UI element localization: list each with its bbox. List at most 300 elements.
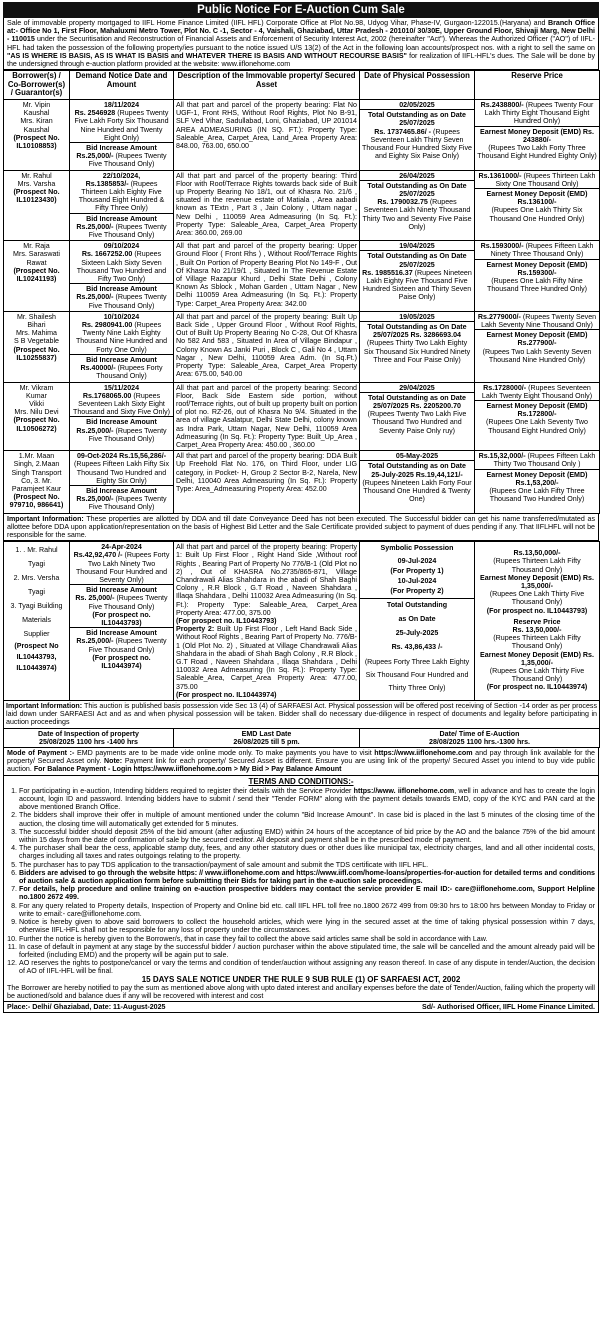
demand-words: (Rupees Forty Two Lakh Ninety Two Thousand Four Hundred and Seventy Only) <box>75 551 170 584</box>
reserve-amount: Rs.1593000/- <box>480 242 524 251</box>
borrower-cell <box>4 241 70 312</box>
possession-type: Symbolic Possession <box>380 544 454 553</box>
emd-words: (Rupees One Lakh Fifty Three Thousand Two Hundred Only) <box>489 486 585 504</box>
bid-words: (Rupees Twenty Five Thousand Only) <box>88 594 168 611</box>
text-segment: For participating in e-auction, Intending bidders required to register their details with the Service Provider <box>19 786 354 795</box>
demand-cell <box>70 311 174 382</box>
demand-amount: Rs. 2980941.00 <box>81 321 133 330</box>
outstanding-words: (Rupees Seventeen Lakh Ninety Thousand Thirty Two and Seventy Five Paise Only) <box>362 198 472 231</box>
table-row <box>4 170 600 241</box>
table-row <box>4 100 600 171</box>
reserve-line <box>477 101 597 126</box>
footer-place-date: Place:- Delhi/ Ghaziabad, Date: 11-August-2025 <box>7 1003 166 1012</box>
borrower-cell <box>4 542 70 701</box>
term-item <box>19 811 595 827</box>
bid-line <box>72 152 171 168</box>
bid-label: Bid Increase Amount <box>86 285 157 294</box>
borrower-name: Vikki <box>29 399 44 408</box>
possession-date: 26/04/2025 <box>399 171 435 180</box>
table-row <box>4 241 600 312</box>
outstanding-words: (Rupees Twenty Two Lakh Five Thousand Two Hundred and Seventy Paise Only ruy) <box>367 410 467 435</box>
reserve-line <box>477 384 597 400</box>
bid-increase <box>70 416 173 443</box>
text-segment: EMD payments are to be made vide online mode only. To make payments you have to visit <box>74 749 375 758</box>
text-segment: For Balance Payment - Login https://www.iiflonehome.com > My Bid > Pay Balance Amount <box>33 765 342 774</box>
outstanding-line <box>362 128 472 161</box>
text-segment: , well in advance and has to create the login account, login ID and password. Intending bidders have to submit / send their "Tender FORM" along with the payment details towards EMD, copy of the KYC and PAN card at the above mentioned Branch Office. <box>19 786 595 812</box>
demand-cell <box>70 451 174 513</box>
borrower-name: Materials <box>22 616 51 625</box>
outstanding-line <box>362 269 472 302</box>
demand-date: 18/11/2024 <box>103 101 140 109</box>
emd <box>475 126 599 161</box>
possession-date: 19/04/2025 <box>399 242 435 251</box>
text-segment: https://www. iiflonehome.com <box>353 786 455 795</box>
text-segment: Branch Office at:- Office No 1, First Floor, Mahaluxmi Metro Tower, Plot No. C -1, Sector - 4, Vaishali, Ghaziabad, Uttar Pradesh - 201010/ 30/30E, Upper Ground Floor, Shivaji Marg, New Delhi - 110015 <box>7 19 596 44</box>
reserve-cell <box>475 100 600 171</box>
borrower-name: 1. . Mr. Rahul <box>15 546 58 555</box>
outstanding <box>360 109 474 160</box>
inspection-value: 25/08/2025 1100 hrs -1400 hrs <box>39 737 138 746</box>
borrower-name: Mr. Raja <box>23 242 50 251</box>
possession-cell <box>360 100 475 171</box>
inspection-cell <box>4 728 174 747</box>
important-text: These properties are allotted by DDA and till date Conveyance Deed has not been executed. The Successful bidder can get his name transferred/mutated as allottee before DDA upon application/representation on the basis of Highest Bid Letter and the Sale Certificate provided subject to payment of dues pending if any. That IIFLHFL will not be responsible for the same. <box>7 514 595 539</box>
table-row <box>4 311 600 382</box>
reserve-words: (Rupees Fifteen Lakh Thirty Two Thousand Only ) <box>493 452 596 469</box>
demand-words: (Rupees Twenty Nine Lakh Eighty Thousand Nine Hundred and Forty One Only) <box>75 321 168 354</box>
emd-label: Earnest Money Deposit (EMD) Rs.159300/- <box>486 260 588 277</box>
bid-line <box>72 223 171 239</box>
possession-date: 10-Jul-2024 <box>397 577 437 586</box>
borrower-name: Tyagi <box>28 560 45 569</box>
terms-title: TERMS AND CONDITIONS:- <box>248 776 354 786</box>
borrower-name: 2. Mrs. Versha <box>13 574 60 583</box>
outstanding-date: 25-July-2025 <box>395 629 439 638</box>
borrower-name: Kaushal <box>23 109 50 118</box>
emd-label: Earnest Money Deposit (EMD) Rs. 243880/- <box>480 127 594 144</box>
bid-amount: Rs.25,000/- <box>76 637 114 646</box>
property-description: All that part and parcel of the property bearing: Upper Ground Floor ( Front Rhs ) , Without Roof/Terrace Rights , Built On Portion of Property Bearing Plot No 149-F , Out Of Khasra No 21/19/1 , Situated In The Revenue Estate of Village Razapur Khurd , Delhi State Delhi , Colony Known As Sblock , Mohan Garden , Uttam Nagar , New Delhi 110059 Area Admeasuring (In Sq. Ft.): Property Type: Carpet_Area Property Area: 342.00 <box>174 241 360 312</box>
property-description: All that part and parcel of the property bearing: Second Floor, Back Side Eastern side portion, without roof/Terrace rights, out of built up property built on portion of plot no. RZ-26, out of Khasra No 9/4. Situated in the area of village Asalatpur, Delhi State Delhi, colony known as Indra Park, Uttam Nagar, New Delhi, 110059 Area Admeasuring (In Sq. Ft.): Property Type: Built_Up_Area , Carpet_Area Property Area: 450.00 , 360.00 <box>174 382 360 451</box>
borrower-cell <box>4 311 70 382</box>
demand-cell <box>70 100 174 171</box>
property-2-label: Property 2: <box>176 625 215 634</box>
possession-cell <box>360 170 475 241</box>
text-segment: Payment link for each property/ Secured Asset is different. Ensure you are using link of the property/ Secured Asset you intend to buy vide public auction. <box>7 757 595 774</box>
table-body <box>4 100 600 514</box>
term-item <box>19 844 595 860</box>
demand-amount: 09-Oct-2024 Rs.15,56,286/- <box>76 452 167 461</box>
term-item <box>19 787 595 812</box>
property-description <box>174 542 360 701</box>
bid-label: Bid Increase Amount <box>86 214 157 223</box>
emd <box>475 400 599 435</box>
bid-words: (Rupees Forty Thousand Only) <box>96 364 163 381</box>
emd-label: Earnest Money Deposit (EMD) Rs.172800/- <box>486 401 588 419</box>
rule-text: The Borrower are hereby notified to pay the sum as mentioned above along with upto dated interest and ancillary expenses before the date of Tender/Auction, failing which the property will be auctioned/sold and balance dues if any will be recovered with interest and cost <box>7 983 595 1000</box>
bid-increase <box>70 485 173 512</box>
outstanding-line <box>362 410 472 435</box>
borrower-name: S B Vegetable <box>14 337 59 346</box>
borrower-name: Mrs. Saraswati <box>13 250 60 259</box>
rule-title: 15 DAYS SALE NOTICE UNDER THE RULE 9 SUB RULE (1) OF SARFAESI ACT, 2002 <box>141 974 461 984</box>
terms-section <box>3 776 599 1002</box>
property-table-2 <box>3 541 600 748</box>
emd <box>475 259 599 294</box>
term-item <box>19 943 595 959</box>
outstanding-amount: Rs. 1790032.75 <box>377 198 428 207</box>
demand-date: 24-Apr-2024 <box>101 543 142 552</box>
borrower-name: Kumar <box>26 391 47 400</box>
outstanding <box>360 392 474 435</box>
borrower-name: Bihari <box>27 321 46 330</box>
borrower-name: Mr. Shailesh <box>16 312 57 321</box>
important-text: This auction is published basis possession vide Sec 13 (4) of SARFAESI Act. Physical possession will be offered post receiving of Section -14 order as per process laid down under SARFAESI Act and as and when physical possession will be taken. Bidder shall do necessary due-diligence in respect of documents and legality before participating in auction proceedings <box>6 702 597 727</box>
text-segment: Sale of immovable property mortgaged to IIFL Home Finance Limited (IIFL HFL) Corporate Office at Plot No.98, Udyog Vihar, Phase-IV, Gurgaon-122015.(Haryana) and <box>7 19 548 27</box>
demand-amount: Rs. 1667252.00 <box>81 250 133 259</box>
bid-words: (Rupees Twenty Five Thousand Only) <box>88 293 167 310</box>
reserve-amount: Rs.1728000/- <box>483 383 527 392</box>
term-item <box>19 959 595 975</box>
bid-amount: Rs.25,000/- <box>76 293 114 302</box>
property-2-prospect: (For prospect no. IL10443974) <box>176 690 277 699</box>
text-segment: The successful bidder should deposit 25% of the bid amount (after adjusting EMD) within 24 hours of the acceptance of bid price by the AO and the balance 75% of the bid amount within 15 days from the date of confirmation of sale by the secured creditor. All deposit and payment shall be in the prescribed mode of payment. <box>19 827 595 845</box>
bid-amount: Rs.25,000/- <box>76 152 114 161</box>
prospect-number: (Prospect No IL10443793, IL10443974) <box>14 642 59 673</box>
emd-label: Earnest Money Deposit (EMD) Rs.1,53,200/- <box>486 470 588 487</box>
reserve-amount: Rs.15,32,000/- <box>478 452 526 461</box>
emd <box>475 329 599 364</box>
emd-words: (Rupees One Lakh Thirty Five Thousand Only) <box>489 667 585 684</box>
bid-amount: Rs. 25,000/- <box>75 594 115 603</box>
header-property: Description of the Immovable property/ Secured Asset <box>174 71 360 100</box>
emd <box>475 469 599 504</box>
emd-prospect: (For prospect no. IL10443793) <box>486 606 588 615</box>
footer <box>3 1002 599 1013</box>
outstanding-label: Total Outstanding as On Date 25/07/2025 Rs. 3286693.04 <box>367 323 467 340</box>
prospect-number: (Prospect No. IL10241193) <box>13 266 60 284</box>
demand-date: 15/11/2024 <box>103 383 140 392</box>
table-row <box>4 701 600 729</box>
demand-amount: Rs.1385853/- <box>85 179 129 188</box>
demand-words: (Rupees Seventeen Lakh Sixty Eight Thousand and Sixty Five Only) <box>73 391 170 417</box>
borrower-name: Mrs. Varsha <box>17 179 56 188</box>
demand-amount-line <box>72 321 171 354</box>
demand-words: (Rupees Thirteen Lakh Eighty Five Thousand Eight Hundred & Fifty Three Only) <box>78 179 165 213</box>
bid-label: Bid Increase Amount <box>86 586 157 595</box>
borrower-name: Mr. Vikram <box>19 383 54 392</box>
bid-label: Bid Increase Amount <box>86 629 157 638</box>
auction-date-value: 28/08/2025 1100 hrs.-1300 hrs. <box>429 737 530 746</box>
possession-date: 05-May-2025 <box>395 452 439 461</box>
bid-prospect: (For prospect no. IL10443793) <box>92 610 151 627</box>
dates-row <box>4 728 600 747</box>
bid-label: Bid Increase Amount <box>86 486 157 495</box>
text-segment: https://www.iiflonehome.com <box>374 749 473 758</box>
demand-cell <box>70 241 174 312</box>
notice-title: Public Notice For E-Auction Cum Sale <box>3 2 599 18</box>
outstanding <box>360 321 474 364</box>
emd-words: (Rupees One Lakh Thirty Five Thousand Only) <box>489 590 585 607</box>
outstanding-label: Total Outstanding as On Date 25/07/2025 <box>367 252 467 269</box>
reserve-line <box>477 452 597 468</box>
emd-label: Earnest Money Deposit (EMD) Rs.277900/- <box>486 331 588 348</box>
possession-cell <box>360 382 475 451</box>
demand-amount: Rs. 2546928 <box>74 109 116 118</box>
borrower-name: 3. Tyagi Building <box>10 602 63 611</box>
outstanding-words: (Rupees Seventeen Lakh Thirty Seven Thousand Four Hundred Sixty Five and Eighty Six Paise Only) <box>362 127 473 161</box>
prospect-number: (Prospect No. 979710, 986641) <box>9 493 64 510</box>
reserve-cell <box>475 170 600 241</box>
borrower-name: Rawat <box>26 258 47 267</box>
text-segment: For any query related to Property details, Inspection of Property and Online bid etc. call IIFL HFL toll free no.1800 2672 499 from 09:30 hrs to 18:00 hrs between Monday to Friday or write to email:- care@iiflonehome.com. <box>19 901 595 918</box>
property-1-prospect: (For prospect no. IL10443793) <box>176 616 277 625</box>
outstanding-words: (Rupees Forty Three Lakh Eighty Six Thousand Four Hundred and Thirty Three Only) <box>364 658 470 693</box>
text-segment: "AS IS WHERE IS BASIS, AS IS WHAT IS BASIS and WHATEVER THERE IS BASIS AND WITHOUT RECOURSE BASIS" <box>7 51 407 60</box>
emd-label: Earnest Money Deposit (EMD) Rs. 1,35,000/- <box>480 573 594 590</box>
reserve-cell <box>475 542 600 701</box>
reserve-words: (Rupees Twenty Four Lakh Thirty Eight Thousand Eight Hundred Only) <box>484 101 594 126</box>
borrower-cell <box>4 170 70 241</box>
important-label: Important Information: <box>6 702 83 711</box>
reserve-amount: Rs.2779000/- <box>477 312 521 321</box>
text-segment: In case of default in payment at any stage by the successful bidder / auction purchaser within the above stipulated time, the sale will be cancelled and the amount already paid will be forfeited (including EMD) and the property will be again put to sale. <box>19 942 595 959</box>
possession-cell <box>360 451 475 513</box>
emd-words: (Rupees One Lakh Thirty Six Thousand One Hundred Only) <box>489 206 585 223</box>
reserve-cell <box>475 241 600 312</box>
outstanding-line <box>362 479 472 504</box>
outstanding-label: Total Outstanding as on Date 25/07/2025 Rs. 2205200.70 <box>367 393 466 410</box>
borrower-name: Mrs. Kiran <box>20 117 53 126</box>
emd <box>475 188 599 223</box>
demand-date: 10/10/2024 <box>103 312 140 321</box>
possession-cell <box>360 311 475 382</box>
emd-label: Earnest Money Deposit (EMD) Rs.136100/- <box>486 190 588 207</box>
inspection-label: Date of Inspection of property <box>38 729 139 738</box>
property-description: All that part and parcel of the property bearing: Flat No UGF-1, Front RHS, Without Roof Rights, Plot No B-91, SLF Ved Vihar, Sadullabad, Loni, Ghaziabad, UP 201014 AREA ADMEASURING (IN SQ. FT.): Property Type: Saleable_Area, Carpet_Area, Land_Area Property Area: 848.00, 763.00, 650.00 <box>174 100 360 171</box>
outstanding-words: (Rupees Thirty Two Lakh Eighty Six Thousand Six Hundred Ninety Three and Four Paise Only) <box>363 339 471 364</box>
borrower-name: Supplier <box>23 630 50 639</box>
text-segment: AO reserves the rights to postpone/cancel or vary the terms and condition of tender/auction without assigning any reason thereof. In case of any dispute in tender/Auction, the decision of AO of IIFL-HFL will be final. <box>19 959 595 976</box>
outstanding <box>360 250 474 301</box>
borrower-name: Singh, 2.Maan <box>13 460 60 469</box>
text-segment: for realization of IIFL-HFL's dues. The Sale will be done by the undersigned through e-auction platform provided at the website: www.iiflonehome.com <box>7 51 595 69</box>
term-item <box>19 869 595 885</box>
reserve-words: (Rupees Seventeen Lakh Twenty Eight Thousand Only) <box>481 383 593 400</box>
bid-prospect: (For prospect no. IL10443974) <box>92 653 151 670</box>
emd-words: (Rupees Two Lakh Forty Three Thousand Eight Hundred Eighty Only) <box>477 144 597 161</box>
emd-date-value: 26/08/2025 till 5 pm. <box>233 737 300 746</box>
demand-date: 22/10/2024, <box>102 171 141 180</box>
emd-prospect: (For prospect no. IL10443974) <box>486 683 588 692</box>
auction-date-label: Date/ Time of E-Auction <box>439 729 520 738</box>
property-description: All that part and parcel of the property bearing: Built Up Back Side , Upper Ground Floor , Without Roof Rights, Out of Built Up Property Bearing No C-28, Out Of Khasra No 582 And 583 , Situated In Area of Village Bindapur , Colony Known As Janki Puri , Block C , Gali No 4 , Uttam Nagar , New Delhi, 110059 Area Adm. (In Sq.Ft.) Property Type: Saleable_Area, Carpet_Area Property Area: 675.00, 540.00 <box>174 311 360 382</box>
emd-words: (Rupees One Lakh Seventy Two Thousand Eight Hundred Only) <box>486 418 588 435</box>
header-demand: Demand Notice Date and Amount <box>70 71 174 100</box>
possession-note: (For Property 1) <box>390 567 444 576</box>
reserve-line <box>477 313 597 329</box>
reserve-cell <box>475 311 600 382</box>
demand-amount: Rs.42,92,470 /- <box>73 551 123 560</box>
term-item <box>19 828 595 844</box>
prospect-number: (Prospect No. IL10506272) <box>13 416 60 433</box>
bid-increase <box>70 283 173 310</box>
bid-line <box>72 364 171 380</box>
reserve-amount: Rs.13,50,000/- <box>513 549 561 558</box>
terms-list <box>7 787 595 976</box>
table-row <box>4 542 600 701</box>
outstanding-line <box>362 198 472 231</box>
borrower-name: Tyagi <box>28 588 45 597</box>
term-item <box>19 918 595 934</box>
possession-date: 09-Jul-2024 <box>397 557 437 566</box>
borrower-name: Co, 3. Mr. <box>21 476 52 485</box>
auction-date-cell <box>360 728 600 747</box>
reserve-cell <box>475 451 600 513</box>
bid-label: Bid Increase Amount <box>86 144 157 153</box>
borrower-name: Mr. Vipin <box>22 101 51 109</box>
text-segment: Note: <box>103 757 123 766</box>
property-2-text: Built Up First Floor , Left Hand Back Side , Without Roof Rights , Bearing Part of Property No. 776/B-1 (Old Plot No. 2) , Situated at Village Chandrawali Alias Shahdara in the abadi of Shah Bagh Colony , R.R Block , G.T Road , Naveen Shahdara , Illaqa Shahdara , Delhi 110032 Area Admeasuring (In Sq. Ft.): Property Type: Saleable_Area, Carpet_Area Property Area: 477.00, 375.00 <box>176 625 358 691</box>
important-info-1 <box>3 514 599 542</box>
table-row <box>4 382 600 451</box>
bid-words: (Rupees Twenty Five Thousand Only) <box>88 495 167 512</box>
text-segment: Mode of Payment :- <box>7 749 75 758</box>
important-label: Important Information: <box>7 514 84 523</box>
borrower-name: Paramjeet Kaur <box>11 484 62 493</box>
outstanding <box>360 460 474 503</box>
reserve-words: (Rupees Thirteen Lakh Fifty Thousand Only) <box>493 557 581 574</box>
bid-line <box>72 293 171 309</box>
prospect-number: (Prospect No. IL10108853) <box>13 133 60 151</box>
text-segment: Bidders are advised to go through the website https: // www.iiflonehome.com and https://www.iifl.com/home-loans/properties-for-auction for detailed terms and conditions of auction sale & auction application form before submitting their Bids for taking part in the e-auction sale proceedings. <box>19 868 595 886</box>
term-item <box>19 935 595 943</box>
reserve-line <box>477 172 597 188</box>
auction-notice <box>3 2 599 1013</box>
term-item <box>19 885 595 901</box>
text-segment: For details, help procedure and online training on e-auction prospective bidders may contact the service provider E mail ID:- care@iiflonehome.com, Support Helpline no.1800 2672 499. <box>19 885 595 902</box>
text-segment: The bidders shall improve their offer in multiple of amount mentioned under the column "Bid Increase Amount". In case bid is placed in the last 5 minutes of the closing time of the auction, the closing time will automatically get extended for 5 minutes. <box>19 811 595 828</box>
possession-cell <box>360 241 475 312</box>
demand-date: 09/10/2024 <box>103 242 140 251</box>
bid-line <box>72 427 171 443</box>
outstanding-label: Total Outstanding as On Date 25/07/2025 <box>367 181 467 199</box>
reserve-label: Reserve Price <box>513 617 561 626</box>
bid-amount: Rs.25,000/- <box>76 426 114 435</box>
emd-label: Earnest Money Deposit (EMD) Rs. 1,35,000/- <box>480 650 594 667</box>
demand-amount-line <box>72 180 171 213</box>
demand-cell <box>70 382 174 451</box>
reserve-cell <box>475 382 600 451</box>
outstanding-line <box>362 339 472 364</box>
emd-words: (Rupees One Lakh Fifty Nine Thousand Three Hundred Only) <box>486 277 588 294</box>
text-segment: under the Securitisation and Reconstruction of Financial Assets and Enforcement of Security Interest Act, 2002 (hereinafter "Act"). Whereas the Authorized Officer ("AO") of IIFL-HFL had taken the possession of the following property/ies pursuant to the notice issued U/S 13(2) of the Act in the following loan accounts/prospect nos. with a right to sell the same on <box>7 35 595 52</box>
reserve-words: (Rupees Thirteen Lakh Fifty Thousand Only) <box>493 634 581 651</box>
outstanding-label: Total Outstanding as on Date 25/07/2025 <box>367 111 466 128</box>
outstanding <box>360 180 474 231</box>
borrower-name: Mrs. Nilu Devi <box>14 408 59 417</box>
bid-words: (Rupees Twenty Five Thousand Only) <box>88 637 167 654</box>
outstanding-ason: as On Date <box>398 615 436 624</box>
reserve-amount: Rs. 13,50,000/- <box>512 625 562 634</box>
mode-of-payment <box>3 748 599 776</box>
demand-words: (Rupees Fifteen Lakh Fifty Six Thousand Two Hundred and Eighty Six Only) <box>73 460 170 485</box>
possession-date: 19/05/2025 <box>399 312 435 321</box>
borrower-name: Singh Transport <box>11 468 62 477</box>
borrower-names <box>6 543 67 641</box>
term-item <box>19 861 595 869</box>
bid-label: Bid Increase Amount <box>86 418 157 427</box>
bid-words: (Rupees Twenty Five Thousand Only) <box>88 152 167 169</box>
demand-words: (Rupees Twenty Five Lakh Forty Six Thousand Nine Hundred and Twenty Eight Only) <box>74 109 169 142</box>
possession-note: (For Property 2) <box>390 587 444 596</box>
prospect-number: (Prospect No. IL10123430) <box>13 188 60 205</box>
reserve-amount: Rs.2438800/- <box>480 101 524 109</box>
text-segment: and pay through link available for the property/ Secured Asset only. <box>7 749 595 766</box>
borrower-name: Mrs. Mahima <box>16 329 57 338</box>
emd-date-cell <box>174 728 360 747</box>
demand-words: (Rupees Sixteen Lakh Sixty Seven Thousand Two Hundred and Fifty Two Only) <box>76 250 167 284</box>
outstanding-label: Total Outstanding <box>386 601 448 610</box>
demand-amount-line <box>72 392 171 417</box>
bid-words: (Rupees Twenty Five Thousand Only) <box>88 222 167 240</box>
text-segment: The purchaser shall bear the cess, applicable stamp duty, fees, and any other statutory dues or other dues like municipal tax, electricity charges, land and all other incidental costs, charges including all taxes and rates outgoings relating to the property. <box>19 844 595 861</box>
outstanding-amount: Rs. 1985516.37 <box>362 268 413 277</box>
outstanding-words: (Rupees Nineteen Lakh Eighty Five Thousand Five Hundred Sixteen and Thirty Seven Paise Only) <box>362 268 472 302</box>
reserve-amount: Rs.1361000/- <box>478 171 522 180</box>
property-1-text: All that part and parcel of the property bearing: Property 1: Built Up First Floor , Right Hand Side ,Without roof Rights , Bearing Part of Property No 776/B-1 (Old Plot no 2) , Out of KHASRA No.2735/865-871, Village Chandrawali Alias Shahdara in the abadi of Shah Baghi Colony , R.R Block , G.T Road , Naveen Shahdara , Illaqa Shahdara , Delhi 110032 Area Admeasuring (In Sq. Ft.): Property Type: Saleable_Area, Carpet_Area Property Area: 477.00, 375.00 <box>176 543 357 617</box>
outstanding-words: (Rupees Nineteen Lakh Forty Four Thousand One Hundred & Twenty One) <box>362 478 472 504</box>
demand-amount-line <box>72 452 171 485</box>
prospect-number: (Prospect No. IL10255837) <box>13 345 60 362</box>
bid-amount: Rs.40000/- <box>80 364 116 373</box>
bid-label: Bid Increase Amount <box>86 355 157 364</box>
property-table <box>3 70 600 513</box>
borrower-name: 1.Mr. Maan <box>18 452 55 461</box>
possession-cell <box>360 542 475 701</box>
borrower-name: Mr. Rahul <box>21 171 52 180</box>
header-possession: Date of Physical Possession <box>360 71 475 100</box>
reserve-words: (Rupees Fifteen Lakh Ninety Three Thousand Only) <box>490 242 594 259</box>
outstanding-label: Total Outstanding as on Date 25-July-2025 Rs.19,44,121/- <box>367 462 466 479</box>
borrower-cell <box>4 100 70 171</box>
bid-amount: Rs.25,000/- <box>76 495 114 504</box>
bid-increase <box>70 354 173 381</box>
important-info-2 <box>4 701 600 729</box>
footer-signature: Sd/- Authorised Officer, IIFL Home Finance Limited. <box>421 1003 595 1012</box>
text-segment: Notice is hereby given to above said borrowers to collect the household articles, which were lying in the secured asset at the time of taking physical possession within 7 days, otherwise IIFL-HFL shall not be responsible for any loss of property under the circumstances. <box>19 918 595 935</box>
property-description: All that part and parcel of the property bearing: DDA Built Up Freehold Flat No. 176, on Third Floor, under LIG category, in Pocket- H, Group 2 Sector B-2, Narela, New Delhi, 110040 Area Admeasuring (In Sq. Ft.): Property Type: Area_Admeasuring Property Area: 452.00 <box>174 451 360 513</box>
possession-date: 02/05/2025 <box>399 101 435 109</box>
borrower-name: Kaushal <box>23 125 50 134</box>
property-description: All that part and parcel of the property bearing: Third Floor with Roof/Terrace Rights towards back side of Built up Property Bearing No 18/1, out of Khasra No. 21/6 , situated in the revenue estate of Matiala , Area aabadi known as TExtn , Part 3 , Jain Colony , Uttam nagar , New Delhi , 110059 Area Admeasuring (In Sq. Ft.): Property Type: Saleable_Area, Carpet_Area Property Area: 360.00, 269.00 <box>174 170 360 241</box>
reserve-line <box>477 242 597 258</box>
reserve-words: (Rupees Twenty Seven Lakh Seventy Nine Thousand Only) <box>481 312 597 330</box>
bid-line <box>72 495 171 511</box>
bid-amount: Rs.25,000/- <box>76 222 114 231</box>
demand-cell <box>70 542 174 701</box>
text-segment: Further the notice is hereby given to the Borrower/s, that in case they fail to collect the above said articles same shall be sold in accordance with Law. <box>19 934 488 943</box>
bid-words: (Rupees Twenty Five Thousand Only) <box>88 426 167 443</box>
text-segment: The purchaser has to pay TDS application to the transaction/payment of sale amount and submit the TDS certificate with IIFL HFL. <box>19 860 429 869</box>
outstanding-amount: Rs. 43,86,433 /- <box>391 643 443 652</box>
table-row <box>4 451 600 513</box>
reserve-words: (Rupees Thirteen Lakh Sixty One Thousand Only) <box>495 171 596 188</box>
emd-date-label: EMD Last Date <box>241 729 292 738</box>
outstanding-amount: Rs. 1737465.86/ - <box>374 127 431 136</box>
emd-words: (Rupees Two Lakh Seventy Seven Thousand Nine Hundred Only) <box>482 347 592 364</box>
